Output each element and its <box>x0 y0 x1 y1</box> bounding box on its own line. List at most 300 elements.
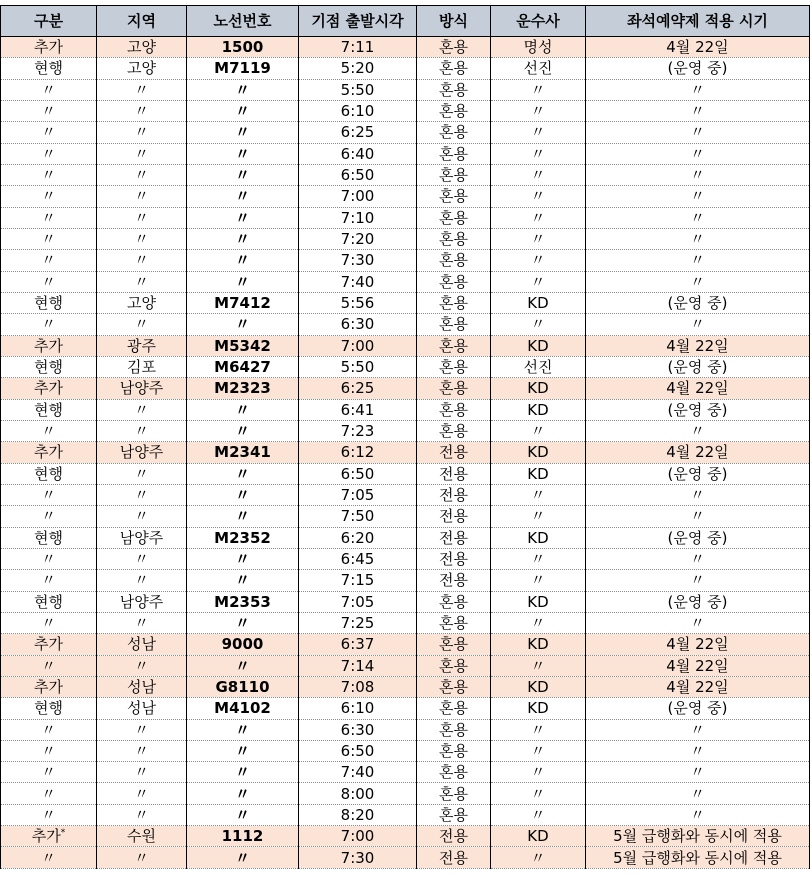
cell-type: 〃 <box>1 655 97 676</box>
cell-apply-date: 〃 <box>586 420 810 441</box>
cell-departure: 6:41 <box>299 399 417 420</box>
table-row <box>1 399 810 420</box>
table-row <box>1 804 810 825</box>
cell-region: 고양 <box>97 58 187 79</box>
cell-route: M6427 <box>187 356 299 377</box>
cell-route: 1500 <box>187 37 299 58</box>
cell-method: 혼용 <box>417 356 491 377</box>
cell-operator: KD <box>491 527 586 548</box>
table-row <box>1 527 810 548</box>
table-row <box>1 612 810 633</box>
table-row <box>1 570 810 591</box>
cell-apply-date: 〃 <box>586 783 810 804</box>
cell-method: 혼용 <box>417 207 491 228</box>
cell-region: 〃 <box>97 186 187 207</box>
cell-departure: 7:40 <box>299 762 417 783</box>
cell-method: 혼용 <box>417 58 491 79</box>
cell-region: 〃 <box>97 804 187 825</box>
cell-route: 〃 <box>187 143 299 164</box>
footnote-marker: * <box>60 828 66 839</box>
cell-type: 〃 <box>1 186 97 207</box>
cell-apply-date: 4월 22일 <box>586 655 810 676</box>
cell-route: 〃 <box>187 847 299 868</box>
cell-apply-date: 4월 22일 <box>586 37 810 58</box>
cell-departure: 6:10 <box>299 100 417 121</box>
cell-operator: 〃 <box>491 548 586 569</box>
cell-apply-date: (운영 중) <box>586 58 810 79</box>
cell-apply-date: (운영 중) <box>586 399 810 420</box>
cell-type: 현행 <box>1 356 97 377</box>
cell-route: M7119 <box>187 58 299 79</box>
table-row <box>1 271 810 292</box>
cell-type: 〃 <box>1 79 97 100</box>
cell-departure: 6:50 <box>299 463 417 484</box>
cell-region: 고양 <box>97 292 187 313</box>
cell-region: 〃 <box>97 847 187 868</box>
cell-method: 전용 <box>417 570 491 591</box>
header-method: 방식 <box>417 6 491 37</box>
header-operator: 운수사 <box>491 6 586 37</box>
cell-method: 혼용 <box>417 228 491 249</box>
cell-region: 〃 <box>97 762 187 783</box>
cell-route: 〃 <box>187 79 299 100</box>
table-row <box>1 783 810 804</box>
cell-route: 〃 <box>187 762 299 783</box>
cell-method: 혼용 <box>417 719 491 740</box>
table-row <box>1 250 810 271</box>
cell-apply-date: 〃 <box>586 548 810 569</box>
cell-method: 혼용 <box>417 122 491 143</box>
cell-method: 혼용 <box>417 143 491 164</box>
table-row <box>1 186 810 207</box>
cell-departure: 6:30 <box>299 314 417 335</box>
cell-type: 〃 <box>1 228 97 249</box>
cell-region: 〃 <box>97 228 187 249</box>
cell-operator: 〃 <box>491 250 586 271</box>
table-row <box>1 847 810 868</box>
cell-method: 혼용 <box>417 399 491 420</box>
cell-apply-date: 5월 급행화와 동시에 적용 <box>586 847 810 868</box>
table-row <box>1 484 810 505</box>
cell-departure: 6:30 <box>299 719 417 740</box>
cell-departure: 6:10 <box>299 698 417 719</box>
cell-operator: 〃 <box>491 612 586 633</box>
cell-operator: KD <box>491 463 586 484</box>
cell-operator: 〃 <box>491 484 586 505</box>
cell-departure: 8:00 <box>299 783 417 804</box>
cell-operator: 명성 <box>491 37 586 58</box>
cell-operator: 〃 <box>491 100 586 121</box>
table-row <box>1 228 810 249</box>
table-row <box>1 655 810 676</box>
cell-departure: 6:25 <box>299 122 417 143</box>
cell-route: 〃 <box>187 250 299 271</box>
cell-operator: KD <box>491 442 586 463</box>
cell-type: 〃 <box>1 250 97 271</box>
table-row <box>1 442 810 463</box>
cell-departure: 7:14 <box>299 655 417 676</box>
cell-region: 〃 <box>97 783 187 804</box>
cell-operator: 〃 <box>491 122 586 143</box>
cell-operator: 〃 <box>491 314 586 335</box>
cell-apply-date: 〃 <box>586 762 810 783</box>
cell-departure: 5:50 <box>299 79 417 100</box>
table-row <box>1 548 810 569</box>
cell-route: 〃 <box>187 164 299 185</box>
cell-region: 〃 <box>97 79 187 100</box>
cell-route: 〃 <box>187 740 299 761</box>
table-row <box>1 676 810 697</box>
cell-method: 혼용 <box>417 804 491 825</box>
cell-departure: 5:56 <box>299 292 417 313</box>
cell-type: 〃 <box>1 804 97 825</box>
cell-apply-date: 〃 <box>586 612 810 633</box>
table-row <box>1 420 810 441</box>
cell-type: 추가 <box>1 335 97 356</box>
cell-type: 추가* <box>1 826 97 847</box>
cell-apply-date: 〃 <box>586 207 810 228</box>
cell-method: 혼용 <box>417 335 491 356</box>
cell-method: 혼용 <box>417 250 491 271</box>
cell-route: 〃 <box>187 420 299 441</box>
cell-route: 〃 <box>187 612 299 633</box>
cell-region: 〃 <box>97 271 187 292</box>
cell-method: 혼용 <box>417 164 491 185</box>
cell-route: M7412 <box>187 292 299 313</box>
cell-route: 〃 <box>187 271 299 292</box>
header-region: 지역 <box>97 6 187 37</box>
cell-departure: 6:37 <box>299 634 417 655</box>
cell-operator: 선진 <box>491 58 586 79</box>
cell-apply-date: 〃 <box>586 143 810 164</box>
header-departure-time: 기점 출발시각 <box>299 6 417 37</box>
table-row <box>1 164 810 185</box>
cell-operator: 〃 <box>491 762 586 783</box>
cell-method: 혼용 <box>417 37 491 58</box>
cell-region: 수원 <box>97 826 187 847</box>
cell-type: 〃 <box>1 783 97 804</box>
cell-region: 〃 <box>97 207 187 228</box>
cell-region: 남양주 <box>97 591 187 612</box>
cell-method: 혼용 <box>417 100 491 121</box>
table-row <box>1 698 810 719</box>
cell-type: 〃 <box>1 847 97 868</box>
header-type: 구분 <box>1 6 97 37</box>
cell-method: 혼용 <box>417 783 491 804</box>
cell-apply-date: (운영 중) <box>586 527 810 548</box>
cell-region: 〃 <box>97 548 187 569</box>
table-row <box>1 634 810 655</box>
table-row <box>1 591 810 612</box>
cell-region: 〃 <box>97 143 187 164</box>
cell-type: 현행 <box>1 698 97 719</box>
cell-method: 혼용 <box>417 378 491 399</box>
cell-route: 〃 <box>187 399 299 420</box>
cell-route: M5342 <box>187 335 299 356</box>
cell-type: 〃 <box>1 484 97 505</box>
cell-method: 전용 <box>417 527 491 548</box>
cell-region: 〃 <box>97 100 187 121</box>
cell-apply-date: 〃 <box>586 122 810 143</box>
cell-method: 혼용 <box>417 420 491 441</box>
cell-apply-date: 4월 22일 <box>586 378 810 399</box>
cell-departure: 7:25 <box>299 612 417 633</box>
cell-apply-date: 〃 <box>586 228 810 249</box>
cell-apply-date: (운영 중) <box>586 591 810 612</box>
cell-type: 〃 <box>1 570 97 591</box>
cell-region: 남양주 <box>97 442 187 463</box>
table-row <box>1 314 810 335</box>
cell-operator: 〃 <box>491 783 586 804</box>
cell-method: 혼용 <box>417 698 491 719</box>
table-row <box>1 122 810 143</box>
cell-region: 〃 <box>97 484 187 505</box>
cell-route: 〃 <box>187 228 299 249</box>
cell-departure: 7:00 <box>299 335 417 356</box>
cell-route: 〃 <box>187 484 299 505</box>
cell-apply-date: 4월 22일 <box>586 634 810 655</box>
cell-region: 〃 <box>97 250 187 271</box>
table-body <box>1 37 810 869</box>
table-row <box>1 143 810 164</box>
cell-type: 〃 <box>1 506 97 527</box>
cell-route: M2353 <box>187 591 299 612</box>
cell-type: 현행 <box>1 58 97 79</box>
cell-region: 〃 <box>97 506 187 527</box>
cell-route: 1112 <box>187 826 299 847</box>
cell-route: G8110 <box>187 676 299 697</box>
cell-type: 추가 <box>1 634 97 655</box>
cell-operator: 〃 <box>491 420 586 441</box>
cell-region: 〃 <box>97 655 187 676</box>
cell-departure: 7:50 <box>299 506 417 527</box>
cell-apply-date: 〃 <box>586 570 810 591</box>
cell-operator: 〃 <box>491 570 586 591</box>
cell-operator: 선진 <box>491 356 586 377</box>
cell-region: 〃 <box>97 399 187 420</box>
table-row <box>1 58 810 79</box>
cell-region: 〃 <box>97 740 187 761</box>
cell-type: 〃 <box>1 271 97 292</box>
cell-route: 9000 <box>187 634 299 655</box>
cell-region: 남양주 <box>97 378 187 399</box>
cell-route: 〃 <box>187 186 299 207</box>
cell-route: 〃 <box>187 122 299 143</box>
cell-method: 전용 <box>417 506 491 527</box>
cell-method: 혼용 <box>417 740 491 761</box>
cell-route: 〃 <box>187 506 299 527</box>
cell-type: 현행 <box>1 292 97 313</box>
cell-apply-date: 〃 <box>586 79 810 100</box>
cell-region: 〃 <box>97 164 187 185</box>
cell-departure: 7:11 <box>299 37 417 58</box>
cell-region: 〃 <box>97 463 187 484</box>
cell-region: 남양주 <box>97 527 187 548</box>
cell-route: 〃 <box>187 783 299 804</box>
cell-route: M2341 <box>187 442 299 463</box>
table-row <box>1 207 810 228</box>
cell-type: 〃 <box>1 207 97 228</box>
cell-type: 〃 <box>1 740 97 761</box>
cell-operator: 〃 <box>491 207 586 228</box>
cell-departure: 7:00 <box>299 826 417 847</box>
cell-region: 성남 <box>97 698 187 719</box>
cell-region: 광주 <box>97 335 187 356</box>
cell-departure: 7:05 <box>299 484 417 505</box>
cell-departure: 7:05 <box>299 591 417 612</box>
cell-apply-date: 〃 <box>586 164 810 185</box>
cell-departure: 8:20 <box>299 804 417 825</box>
cell-apply-date: (운영 중) <box>586 356 810 377</box>
cell-method: 혼용 <box>417 79 491 100</box>
cell-method: 혼용 <box>417 591 491 612</box>
cell-method: 혼용 <box>417 271 491 292</box>
cell-method: 혼용 <box>417 292 491 313</box>
cell-departure: 7:30 <box>299 250 417 271</box>
cell-type: 추가 <box>1 442 97 463</box>
cell-type: 〃 <box>1 762 97 783</box>
cell-method: 혼용 <box>417 676 491 697</box>
cell-type: 〃 <box>1 612 97 633</box>
cell-method: 혼용 <box>417 186 491 207</box>
cell-type: 〃 <box>1 719 97 740</box>
cell-departure: 6:12 <box>299 442 417 463</box>
header-row <box>1 6 810 37</box>
cell-apply-date: 〃 <box>586 804 810 825</box>
table-row <box>1 79 810 100</box>
cell-operator: 〃 <box>491 719 586 740</box>
cell-departure: 6:45 <box>299 548 417 569</box>
cell-type: 추가 <box>1 37 97 58</box>
table-row <box>1 463 810 484</box>
table-row <box>1 719 810 740</box>
cell-type: 추가 <box>1 378 97 399</box>
table-row <box>1 762 810 783</box>
cell-apply-date: 4월 22일 <box>586 442 810 463</box>
cell-departure: 6:40 <box>299 143 417 164</box>
cell-apply-date: 〃 <box>586 719 810 740</box>
cell-route: M4102 <box>187 698 299 719</box>
cell-apply-date: 〃 <box>586 186 810 207</box>
cell-type: 〃 <box>1 143 97 164</box>
cell-region: 〃 <box>97 420 187 441</box>
table-row <box>1 356 810 377</box>
cell-apply-date: 〃 <box>586 100 810 121</box>
seat-reservation-table <box>0 5 810 869</box>
cell-apply-date: 〃 <box>586 271 810 292</box>
table-row <box>1 740 810 761</box>
cell-region: 성남 <box>97 634 187 655</box>
cell-region: 〃 <box>97 314 187 335</box>
cell-type: 〃 <box>1 100 97 121</box>
cell-apply-date: 〃 <box>586 314 810 335</box>
cell-operator: KD <box>491 399 586 420</box>
cell-type: 〃 <box>1 314 97 335</box>
cell-route: 〃 <box>187 314 299 335</box>
cell-operator: 〃 <box>491 655 586 676</box>
cell-method: 혼용 <box>417 655 491 676</box>
cell-method: 전용 <box>417 442 491 463</box>
cell-method: 혼용 <box>417 314 491 335</box>
cell-method: 혼용 <box>417 762 491 783</box>
cell-apply-date: 5월 급행화와 동시에 적용 <box>586 826 810 847</box>
cell-method: 전용 <box>417 484 491 505</box>
cell-route: 〃 <box>187 100 299 121</box>
cell-operator: 〃 <box>491 506 586 527</box>
cell-region: 성남 <box>97 676 187 697</box>
table-row <box>1 292 810 313</box>
cell-route: 〃 <box>187 570 299 591</box>
cell-departure: 7:00 <box>299 186 417 207</box>
cell-region: 김포 <box>97 356 187 377</box>
cell-departure: 6:25 <box>299 378 417 399</box>
cell-operator: 〃 <box>491 804 586 825</box>
cell-route: M2323 <box>187 378 299 399</box>
cell-method: 전용 <box>417 826 491 847</box>
table-row <box>1 100 810 121</box>
table-row <box>1 335 810 356</box>
cell-operator: KD <box>491 676 586 697</box>
cell-departure: 6:20 <box>299 527 417 548</box>
cell-operator: 〃 <box>491 740 586 761</box>
cell-operator: KD <box>491 292 586 313</box>
cell-operator: 〃 <box>491 143 586 164</box>
cell-operator: 〃 <box>491 164 586 185</box>
cell-method: 전용 <box>417 548 491 569</box>
cell-method: 전용 <box>417 463 491 484</box>
cell-route: 〃 <box>187 655 299 676</box>
table-row <box>1 506 810 527</box>
cell-apply-date: 〃 <box>586 484 810 505</box>
cell-departure: 6:50 <box>299 164 417 185</box>
cell-apply-date: (운영 중) <box>586 463 810 484</box>
cell-type: 현행 <box>1 591 97 612</box>
cell-departure: 7:20 <box>299 228 417 249</box>
cell-departure: 7:15 <box>299 570 417 591</box>
table-row <box>1 378 810 399</box>
cell-operator: KD <box>491 335 586 356</box>
cell-route: 〃 <box>187 548 299 569</box>
cell-apply-date: (운영 중) <box>586 698 810 719</box>
cell-apply-date: 4월 22일 <box>586 335 810 356</box>
cell-route: M2352 <box>187 527 299 548</box>
cell-type: 〃 <box>1 420 97 441</box>
cell-departure: 7:40 <box>299 271 417 292</box>
table-row <box>1 826 810 847</box>
cell-region: 〃 <box>97 122 187 143</box>
cell-apply-date: 4월 22일 <box>586 676 810 697</box>
cell-method: 혼용 <box>417 612 491 633</box>
cell-region: 〃 <box>97 612 187 633</box>
cell-region: 고양 <box>97 37 187 58</box>
cell-type: 현행 <box>1 399 97 420</box>
cell-departure: 7:23 <box>299 420 417 441</box>
cell-type: 현행 <box>1 463 97 484</box>
header-apply-date: 좌석예약제 적용 시기 <box>586 6 810 37</box>
cell-operator: 〃 <box>491 271 586 292</box>
cell-apply-date: 〃 <box>586 740 810 761</box>
cell-operator: KD <box>491 591 586 612</box>
cell-apply-date: (운영 중) <box>586 292 810 313</box>
cell-route: 〃 <box>187 207 299 228</box>
cell-type: 추가 <box>1 676 97 697</box>
cell-departure: 5:50 <box>299 356 417 377</box>
cell-region: 〃 <box>97 570 187 591</box>
cell-operator: KD <box>491 634 586 655</box>
cell-type: 〃 <box>1 122 97 143</box>
cell-operator: 〃 <box>491 79 586 100</box>
cell-operator: KD <box>491 378 586 399</box>
